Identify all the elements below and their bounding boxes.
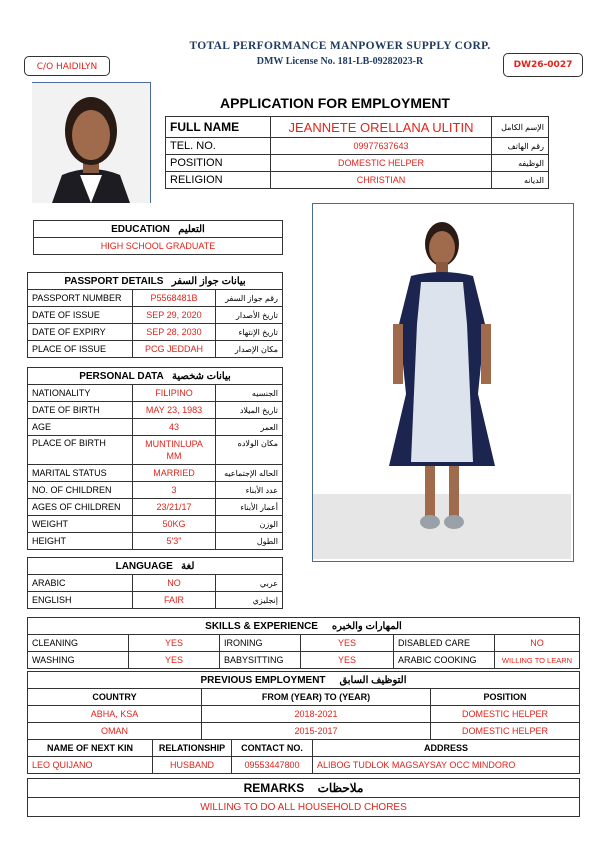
language-title: LANGUAGE <box>115 560 173 572</box>
personal-title-ar: بيانات شخصية <box>172 370 231 382</box>
column-header: POSITION <box>431 689 580 706</box>
table-row <box>166 117 549 138</box>
education-value: HIGH SCHOOL GRADUATE <box>34 238 283 255</box>
skill-value: NO <box>495 635 580 652</box>
children-count-label: NO. OF CHILDREN <box>28 482 133 499</box>
issue-date-label: DATE OF ISSUE <box>28 307 133 324</box>
table-row <box>28 723 580 740</box>
language-table <box>27 557 283 609</box>
table-cell: OMAN <box>28 723 202 740</box>
arabic-ar: عربي <box>216 575 283 592</box>
column-header: RELATIONSHIP <box>153 740 232 757</box>
table-cell: DOMESTIC HELPER <box>431 706 580 723</box>
previous-title: PREVIOUS EMPLOYMENT <box>200 674 326 686</box>
table-cell: ALIBOG TUDLOK MAGSAYSAY OCC MINDORO <box>313 757 580 774</box>
tel-label: TEL. NO. <box>166 138 271 155</box>
previous-header <box>28 672 580 689</box>
arabic-label: ARABIC <box>28 575 133 592</box>
reference-code: DW26-0027 <box>503 53 583 77</box>
age-value: 43 <box>133 419 216 436</box>
nationality-label: NATIONALITY <box>28 385 133 402</box>
table-row <box>28 290 283 307</box>
skills-header <box>28 618 580 635</box>
pob-ar: مكان الولاده <box>216 436 283 465</box>
table-row <box>28 436 283 465</box>
table-row <box>28 341 283 358</box>
table-cell: 2018-2021 <box>202 706 431 723</box>
position-value: DOMESTIC HELPER <box>271 155 492 172</box>
pob-value: MUNTINLUPA MM <box>133 436 216 465</box>
marital-label: MARITAL STATUS <box>28 465 133 482</box>
skill-label: CLEANING <box>28 635 129 652</box>
page-title: APPLICATION FOR EMPLOYMENT <box>220 95 450 111</box>
headshot-photo <box>32 82 151 203</box>
column-header: COUNTRY <box>28 689 202 706</box>
table-row <box>28 482 283 499</box>
skill-label: ARABIC COOKING <box>394 652 495 669</box>
skill-value: YES <box>129 652 220 669</box>
height-value: 5'3" <box>133 533 216 550</box>
column-header: FROM (YEAR) TO (YEAR) <box>202 689 431 706</box>
passport-title: PASSPORT DETAILS <box>64 275 164 287</box>
weight-value: 50KG <box>133 516 216 533</box>
children-ages-label: AGES OF CHILDREN <box>28 499 133 516</box>
skill-value: YES <box>129 635 220 652</box>
remarks-table <box>27 778 580 817</box>
table-row <box>28 689 580 706</box>
column-header: NAME OF NEXT KIN <box>28 740 153 757</box>
english-value: FAIR <box>133 592 216 609</box>
weight-label: WEIGHT <box>28 516 133 533</box>
table-row <box>28 465 283 482</box>
column-header: CONTACT NO. <box>232 740 313 757</box>
dob-ar: تاريخ الميلاد <box>216 402 283 419</box>
skill-value: YES <box>301 652 394 669</box>
age-ar: العمر <box>216 419 283 436</box>
passport-title-ar: بيانات جواز السفر <box>171 275 246 287</box>
height-label: HEIGHT <box>28 533 133 550</box>
table-row <box>166 155 549 172</box>
arabic-value: NO <box>133 575 216 592</box>
issue-place-ar: مكان الإصدار <box>216 341 283 358</box>
next-of-kin-table <box>27 739 580 774</box>
remarks-header <box>28 779 580 798</box>
issue-place-label: PLACE OF ISSUE <box>28 341 133 358</box>
position-ar: الوظيفه <box>492 155 549 172</box>
full-name-value: JEANNETE ORELLANA ULITIN <box>271 117 492 138</box>
table-row <box>28 307 283 324</box>
table-cell: ABHA, KSA <box>28 706 202 723</box>
table-row <box>28 652 580 669</box>
table-row <box>166 138 549 155</box>
passport-header <box>28 273 283 290</box>
basic-info-table <box>165 116 549 189</box>
full-name-label: FULL NAME <box>166 117 271 138</box>
remarks-title-ar: ملاحظات <box>317 780 364 795</box>
skill-value: WILLING TO LEARN <box>495 652 580 669</box>
personal-title: PERSONAL DATA <box>79 370 164 382</box>
pob-label: PLACE OF BIRTH <box>28 436 133 465</box>
children-count-ar: عدد الأبناء <box>216 482 283 499</box>
education-title: EDUCATION <box>111 223 170 235</box>
table-cell: HUSBAND <box>153 757 232 774</box>
table-row <box>28 740 580 757</box>
passport-table <box>27 272 283 358</box>
table-row <box>28 575 283 592</box>
skills-title-ar: المهارات والخبره <box>331 620 402 632</box>
children-ages-ar: أعمار الأبناء <box>216 499 283 516</box>
passport-number-label: PASSPORT NUMBER <box>28 290 133 307</box>
personal-data-table <box>27 367 283 550</box>
skill-label: WASHING <box>28 652 129 669</box>
height-ar: الطول <box>216 533 283 550</box>
education-title-ar: التعليم <box>178 223 205 235</box>
table-cell: 09553447800 <box>232 757 313 774</box>
nationality-ar: الجنسيه <box>216 385 283 402</box>
education-header <box>34 221 283 238</box>
previous-title-ar: التوظيف السابق <box>339 674 407 686</box>
position-label: POSITION <box>166 155 271 172</box>
table-row <box>28 499 283 516</box>
table-row <box>28 402 283 419</box>
passport-number-ar: رقم جواز السفر <box>216 290 283 307</box>
company-name: TOTAL PERFORMANCE MANPOWER SUPPLY CORP. <box>189 40 491 52</box>
weight-ar: الوزن <box>216 516 283 533</box>
table-row <box>28 706 580 723</box>
children-ages-value: 23/21/17 <box>133 499 216 516</box>
passport-number-value: P5568481B <box>133 290 216 307</box>
issue-date-value: SEP 29, 2020 <box>133 307 216 324</box>
marital-value: MARRIED <box>133 465 216 482</box>
nationality-value: FILIPINO <box>133 385 216 402</box>
remarks-value: WILLING TO DO ALL HOUSEHOLD CHORES <box>28 798 580 817</box>
dob-label: DATE OF BIRTH <box>28 402 133 419</box>
skills-table <box>27 617 580 669</box>
tel-value: 09977637643 <box>271 138 492 155</box>
co-tag: C/O HAIDILYN <box>24 56 110 76</box>
full-body-photo <box>312 203 574 562</box>
column-header: ADDRESS <box>313 740 580 757</box>
children-count-value: 3 <box>133 482 216 499</box>
english-ar: إنجليزي <box>216 592 283 609</box>
tel-ar: رقم الهاتف <box>492 138 549 155</box>
skill-value: YES <box>301 635 394 652</box>
table-row <box>28 324 283 341</box>
company-license: DMW License No. 181-LB-09282023-R <box>256 56 424 67</box>
education-table <box>33 220 283 255</box>
previous-employment-table <box>27 671 580 740</box>
table-row <box>28 592 283 609</box>
language-header <box>28 558 283 575</box>
skill-label: BABYSITTING <box>220 652 301 669</box>
table-row <box>28 533 283 550</box>
personal-header <box>28 368 283 385</box>
table-row <box>28 516 283 533</box>
table-cell: DOMESTIC HELPER <box>431 723 580 740</box>
issue-place-value: PCG JEDDAH <box>133 341 216 358</box>
skill-label: IRONING <box>220 635 301 652</box>
religion-value: CHRISTIAN <box>271 172 492 189</box>
full-name-ar: الإسم الكامل <box>492 117 549 138</box>
dob-value: MAY 23, 1983 <box>133 402 216 419</box>
table-row <box>28 635 580 652</box>
religion-label: RELIGION <box>166 172 271 189</box>
language-title-ar: لغة <box>181 560 195 572</box>
skill-label: DISABLED CARE <box>394 635 495 652</box>
age-label: AGE <box>28 419 133 436</box>
skills-title: SKILLS & EXPERIENCE <box>205 620 318 632</box>
expiry-date-label: DATE OF EXPIRY <box>28 324 133 341</box>
issue-date-ar: تاريخ الأصدار <box>216 307 283 324</box>
expiry-date-value: SEP 28, 2030 <box>133 324 216 341</box>
marital-ar: الحاله الإجتماعيه <box>216 465 283 482</box>
table-cell: 2015-2017 <box>202 723 431 740</box>
table-row <box>28 419 283 436</box>
religion-ar: الديانه <box>492 172 549 189</box>
remarks-title: REMARKS <box>243 780 305 795</box>
table-row <box>166 172 549 189</box>
expiry-date-ar: تاريخ الإنتهاء <box>216 324 283 341</box>
table-row <box>28 757 580 774</box>
english-label: ENGLISH <box>28 592 133 609</box>
table-row <box>28 385 283 402</box>
table-cell: LEO QUIJANO <box>28 757 153 774</box>
